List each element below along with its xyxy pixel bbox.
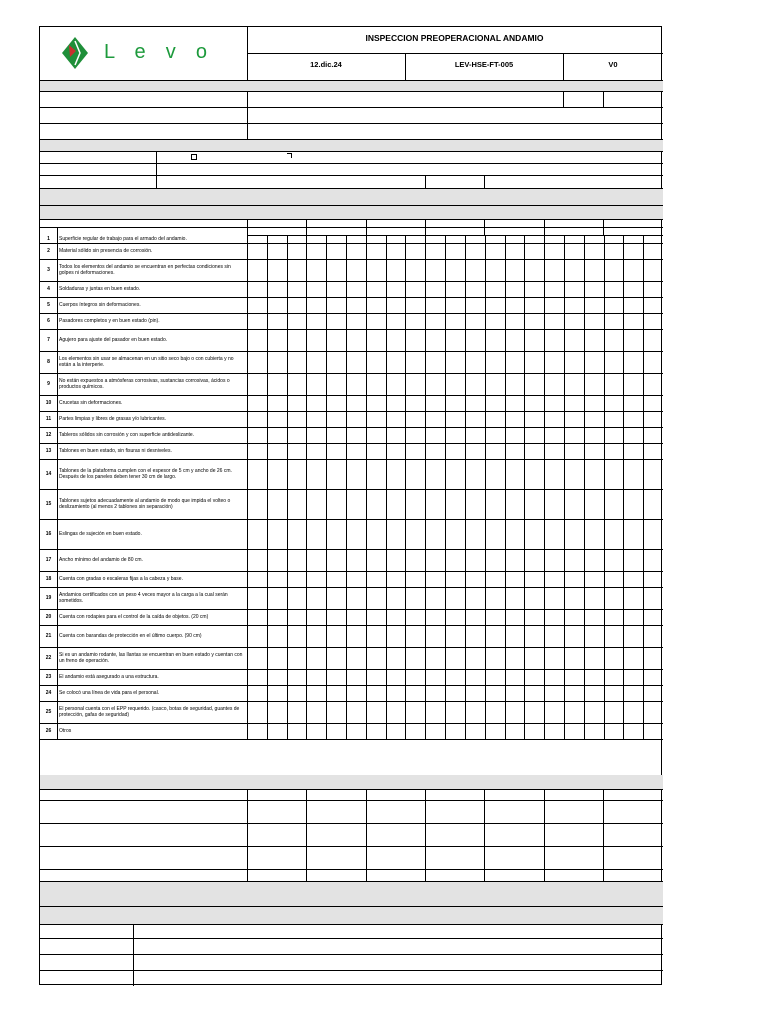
row-line [40, 227, 663, 228]
item-number: 13 [45, 448, 52, 454]
row-line [40, 281, 663, 282]
item-number: 3 [47, 267, 50, 273]
col-line [405, 235, 406, 739]
item-number: 7 [47, 337, 50, 343]
row-line [40, 443, 663, 444]
logo-diamond-icon [60, 35, 90, 71]
item-text: El andamio está asegurado a una estructura. [59, 673, 159, 680]
row-line [40, 685, 663, 686]
row-line [40, 411, 663, 412]
item-text: El personal cuenta con el EPP requerido. (casco, botas de seguridad, guantes de protección, gafas de seguridad) [59, 705, 240, 718]
col-line [306, 219, 307, 235]
col-line [584, 235, 585, 739]
item-text: No están expuestos a atmósferas corrosivas, sustancias corrosivas, ácidos o productos químicos. [59, 377, 230, 390]
col-line [544, 235, 545, 739]
item-text: Soldaduras y juntas en buen estado. [59, 285, 141, 292]
col-line [306, 789, 307, 881]
item-number: 12 [45, 432, 52, 438]
form-date: 12.dic.24 [310, 60, 342, 69]
row-line [40, 351, 663, 352]
item-text: Cuenta con gradas o escaleras fijas a la cabeza y base. [59, 575, 183, 582]
col-line [366, 219, 367, 235]
col-line [425, 235, 426, 739]
form-version: V0 [608, 60, 618, 69]
item-text: Superficie regular de trabajo para el armado del andamio. [59, 235, 187, 242]
col-line [366, 789, 367, 881]
item-number: 5 [47, 302, 50, 308]
col-line [505, 235, 506, 739]
item-number: 4 [47, 286, 50, 292]
item-number: 18 [45, 576, 52, 582]
row-line [40, 669, 663, 670]
row-line [40, 571, 663, 572]
item-number: 8 [47, 359, 50, 365]
company-logo-text: L e v o [104, 41, 210, 63]
row-line [40, 723, 663, 724]
company-logo [60, 35, 90, 71]
col-line [604, 235, 605, 739]
item-number: 20 [45, 614, 52, 620]
row-line [40, 549, 663, 550]
item-text: Se colocó una línea de vida para el personal. [59, 689, 160, 696]
row-line [40, 609, 663, 610]
row-line [40, 373, 663, 374]
item-number: 25 [45, 709, 52, 715]
col-line [366, 235, 367, 739]
item-number: 2 [47, 248, 50, 254]
col-line [484, 219, 485, 235]
col-line [346, 235, 347, 739]
col-line [425, 219, 426, 235]
col-line [623, 235, 624, 739]
col-line [603, 789, 604, 881]
item-text: Tableros sólidos sin corrosión y con superficie antideslizante. [59, 431, 195, 438]
item-text: Los elementos sin usar se almacenan en un sitio seco bajo o con cubierta y no están a la interperie. [59, 355, 234, 368]
row-line [40, 701, 663, 702]
row-line [40, 489, 663, 490]
item-text: Tablones de la plataforma cumplen con el espesor de 5 cm y ancho de 26 cm. Después de los paneles deben tener 30 cm de largo. [59, 467, 232, 480]
col-line [643, 235, 644, 739]
row-line [40, 297, 663, 298]
form-title: INSPECCION PREOPERACIONAL ANDAMIO [365, 33, 544, 43]
row-line [40, 427, 663, 428]
item-text: Andamios certificados con un peso 4 veces mayor a la carga a la cual serán sometidos. [59, 591, 228, 604]
item-text: Partes limpias y libres de grasas y/o lubricantes. [59, 415, 166, 422]
item-text: Cuenta con rodapies para el control de la caída de objetos. (20 cm) [59, 613, 209, 620]
col-line [544, 219, 545, 235]
item-number: 17 [45, 557, 52, 563]
col-line [306, 235, 307, 739]
item-text: Pasadores completos y en buen estado (pin). [59, 317, 160, 324]
item-number: 19 [45, 595, 52, 601]
item-text: Ancho mínimo del andamio de 80 cm. [59, 556, 143, 563]
item-number: 6 [47, 318, 50, 324]
item-number: 22 [45, 655, 52, 661]
row-line [40, 625, 663, 626]
col-line [485, 235, 486, 739]
inspection-form [39, 26, 662, 985]
item-number: 16 [45, 531, 52, 537]
item-number: 11 [45, 416, 52, 422]
item-text: Agujero para ajuste del pasador en buen estado. [59, 336, 168, 343]
item-number: 10 [45, 400, 52, 406]
col-line [386, 235, 387, 739]
item-number: 24 [45, 690, 52, 696]
row-line [40, 395, 663, 396]
row-line [40, 313, 663, 314]
item-number: 21 [45, 633, 52, 639]
row-line [40, 519, 663, 520]
item-number: 23 [45, 674, 52, 680]
item-number: 9 [47, 381, 50, 387]
row-line [247, 235, 663, 236]
col-line [465, 235, 466, 739]
item-text: Cuenta con barandas de protección en el último cuerpo. (90 cm) [59, 632, 202, 639]
col-line [564, 235, 565, 739]
col-line [484, 789, 485, 881]
col-line [267, 235, 268, 739]
row-line [40, 647, 663, 648]
row-line [40, 587, 663, 588]
item-number: 1 [47, 236, 50, 242]
row-line [40, 739, 663, 740]
col-line [445, 235, 446, 739]
col-line [603, 219, 604, 235]
item-number: 15 [45, 501, 52, 507]
item-number: 14 [45, 471, 52, 477]
corner-mark [287, 153, 292, 158]
item-text: Si es un andamio rodante, las llantas se encuentran en buen estado y cuentan con un freno de operación. [59, 651, 243, 664]
item-number: 26 [45, 728, 52, 734]
row-line [40, 243, 663, 244]
col-line [425, 789, 426, 881]
item-text: Crucetas sin deformaciones. [59, 399, 123, 406]
checkbox[interactable] [191, 154, 197, 160]
col-line [326, 235, 327, 739]
col-line [247, 227, 248, 739]
row-line [40, 259, 663, 260]
row-line [40, 459, 663, 460]
col-line [524, 235, 525, 739]
item-text: Tablones sujetos adecuadamente al andamio de modo que impida el volteo o deslizamiento (al menos 2 tablones sin separación) [59, 497, 231, 510]
item-text: Tablones en buen estado, sin fisuras ni desniveles. [59, 447, 172, 454]
col-line [544, 789, 545, 881]
item-text: Cuerpos íntegros sin deformaciones. [59, 301, 141, 308]
col-line [247, 789, 248, 881]
item-text: Material sólido sin presencia de corrosión. [59, 247, 153, 254]
item-text: Todos los elementos del andamio se encuentran en perfectas condiciones sin golpes ni deformaciones. [59, 263, 231, 276]
form-code: LEV-HSE-FT-005 [454, 60, 514, 69]
row-line [40, 329, 663, 330]
col-line [287, 235, 288, 739]
item-text: Eslingas de sujeción en buen estado. [59, 530, 142, 537]
col-line [57, 227, 58, 739]
item-text: Otros [59, 727, 72, 734]
